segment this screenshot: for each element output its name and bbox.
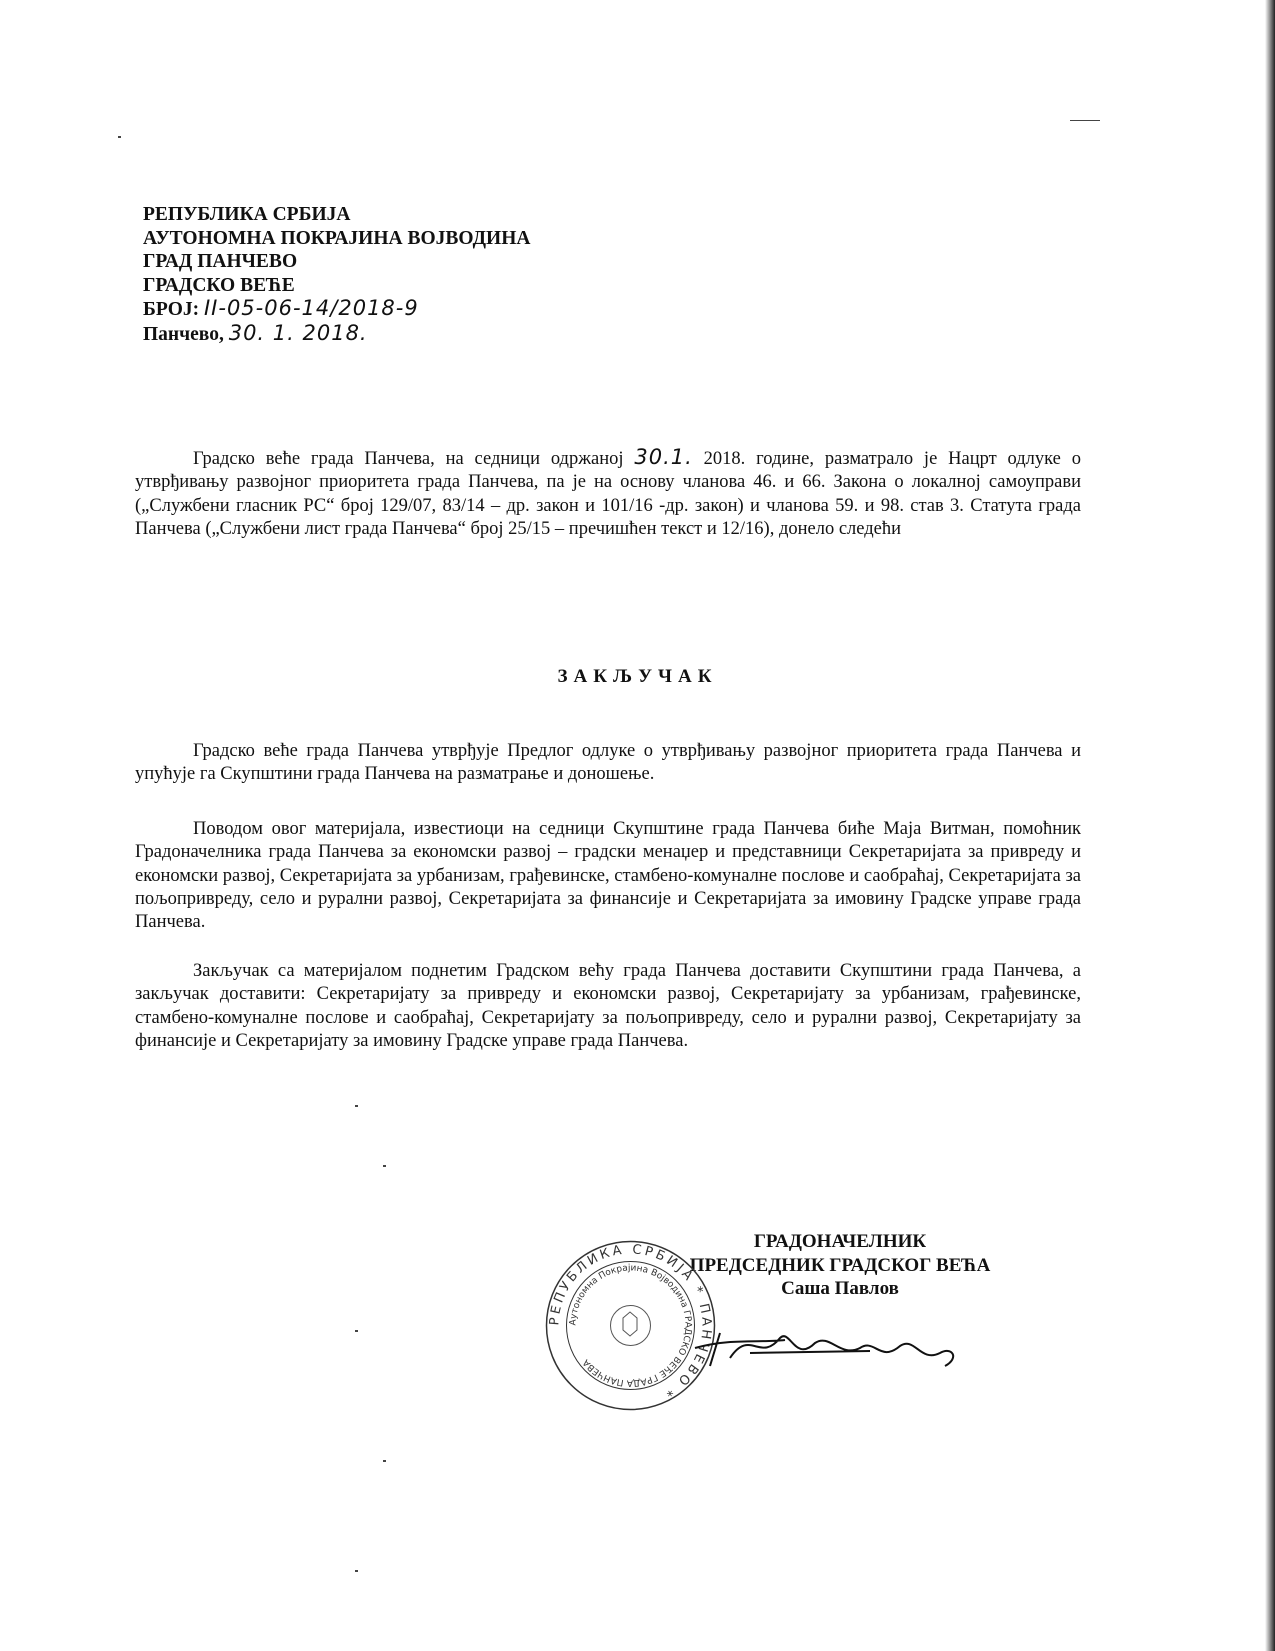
session-date-handwritten: 30.1.: [634, 445, 693, 469]
number-label: БРОЈ:: [143, 299, 200, 320]
intro-text: Градско веће града Панчева, на седници одржаној: [193, 449, 635, 469]
paragraph-text: Поводом овог материјала, известиоци на седници Скупштине града Панчева биће Маја Витман, помоћник Градоначелника града Панчева за економски развој – градски менаџер и представници Секретаријата за привреду и економски развој, Секретаријата за урбанизам, грађевинске, стамбено-комуналне послове и саобраћај, Секретаријата за пољопривреду, село и рурални развој, Секретаријата за финансије и Секретаријата за имовину Градске управе града Панчева.: [135, 819, 1081, 933]
place-date: [143, 322, 530, 347]
stamp-outer-text: РЕПУБЛИКА СРБИЈА * ПАНЧЕВО *: [547, 1242, 714, 1401]
svg-text:Аутономна Покрајина Војводина: [568, 1263, 692, 1387]
scan-speck: [118, 136, 121, 138]
document-header: [143, 203, 530, 346]
document-title: ЗАКЉУЧАК: [557, 666, 718, 687]
scan-speck: [355, 1570, 358, 1572]
paragraph-text: Градско веће града Панчева утврђује Предлог одлуке о утврђивању развојног приоритета града Панчева и упућује га Скупштини града Панчева на разматрање и доношење.: [135, 741, 1081, 785]
body-paragraph: [135, 818, 1081, 934]
scan-speck: [355, 1330, 358, 1332]
header-line: ГРАДСКО ВЕЋЕ: [143, 274, 295, 296]
scan-speck: [1070, 120, 1100, 121]
intro-paragraph: [135, 446, 1081, 541]
header-line: РЕПУБЛИКА СРБИЈА: [143, 204, 351, 225]
number-handwritten: II-05-06-14/2018-9: [203, 296, 419, 320]
handwritten-signature: [690, 1318, 990, 1378]
body-paragraph: [135, 960, 1081, 1053]
signatory-name: Саша Павлов: [781, 1278, 899, 1299]
paragraph-text: Закључак са материјалом поднетим Градском већу града Панчева доставити Скупштини града Панчева, а закључак доставити: Секретаријату за привреду и економски развој, Секретаријату за урбанизам, грађевинске, стамбено-комуналне послове и саобраћај, Секретаријату за пољопривреду, село и рурални развој, Секретаријату за финансије и Секретаријату за имовину Градске управе града Панчева.: [135, 961, 1081, 1051]
scan-speck: [383, 1460, 386, 1462]
body-paragraph: [135, 740, 1081, 787]
date-handwritten: 30. 1. 2018.: [228, 320, 368, 345]
signatory-title: ПРЕДСЕДНИК ГРАДСКОГ ВЕЋА: [689, 1254, 991, 1276]
scan-speck: [355, 1105, 358, 1107]
scan-edge-shadow: [1265, 0, 1275, 1651]
signatory-title: ГРАДОНАЧЕЛНИК: [753, 1231, 927, 1252]
scan-speck: [383, 1165, 386, 1167]
header-line: АУТОНОМНА ПОКРАЈИНА ВОЈВОДИНА: [143, 227, 531, 249]
intro-text: 2018. године, разматрало је Нацрт одлуке о утврђивању развојног приоритета града Панчева, па је на основу чланова 46. и 66. Закона о локалној самоуправи („Службени гласник РС“ број 129/07, 83/14 – др. закон и 101/16 -др. закон) и чланова 59. и 98. став 3. Статута града Панчева („Службени лист града Панчева“ број 25/15 – пречишћен текст и 12/16), донело следећи: [135, 449, 1081, 539]
header-line: ГРАД ПАНЧЕВО: [143, 251, 298, 272]
stamp-inner-text: Аутономна Покрајина Војводина ГРАДСКО ВЕЋЕ ГРАДА ПАНЧЕВА: [568, 1263, 693, 1388]
reference-number: [143, 297, 530, 322]
place-label: Панчево,: [143, 323, 224, 345]
